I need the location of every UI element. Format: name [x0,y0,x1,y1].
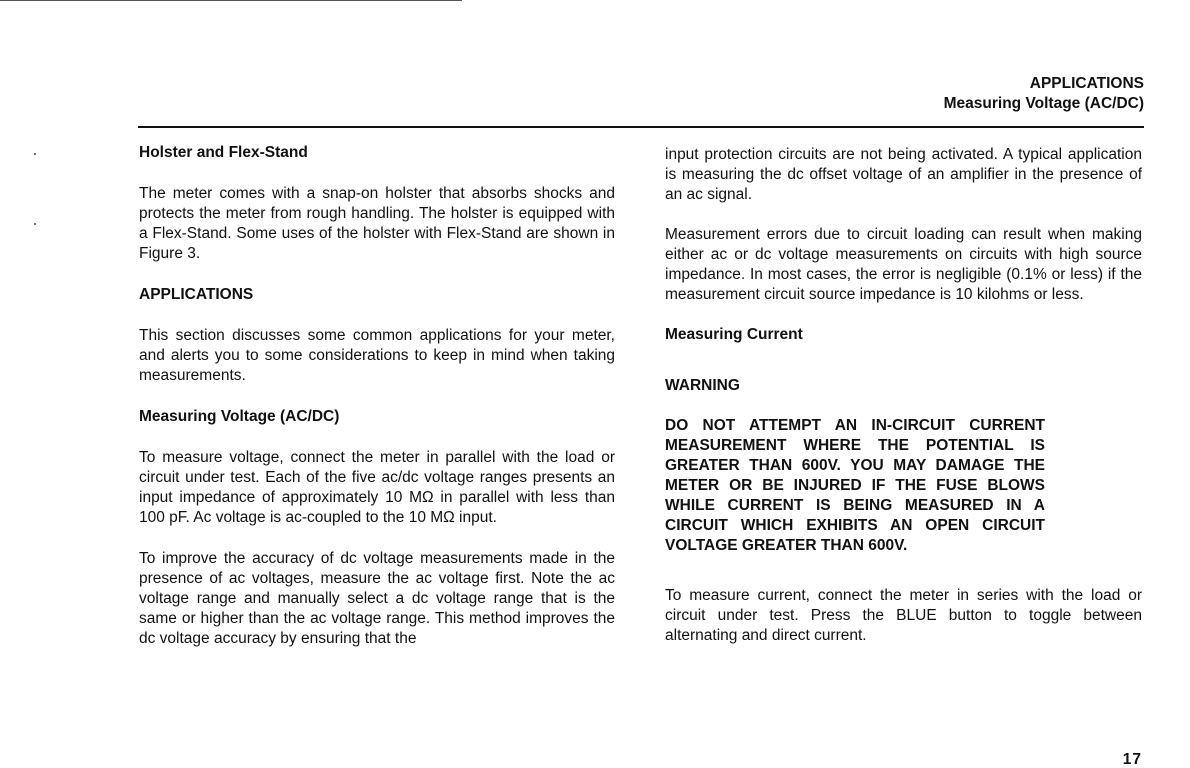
warning-title: WARNING [665,377,740,394]
margin-mark [34,153,36,155]
applications-heading: APPLICATIONS [139,286,254,303]
right-column [665,145,1142,646]
top-edge-line [0,0,462,1]
header-section: APPLICATIONS [1029,75,1144,92]
applications-paragraph: This section discusses some common applications for your meter, and alerts you to some considerations to keep in mind when taking measurements. [139,327,615,384]
running-header [944,74,1144,114]
holster-paragraph: The meter comes with a snap-on holster that absorbs shocks and protects the meter from rough handling. The holster is equipped with a Flex-Stand. Some uses of the holster with Flex-Stand are shown in Figure 3. [139,185,615,262]
current-paragraph: To measure current, connect the meter in series with the load or circuit under test. Press the BLUE button to toggle between alternating and direct current. [665,587,1142,644]
header-rule [138,126,1144,128]
left-column [139,143,615,649]
warning-text: DO NOT ATTEMPT AN IN-CIRCUIT CURRENT MEASUREMENT WHERE THE POTENTIAL IS GREATER THAN 600V. YOU MAY DAMAGE THE METER OR BE INJURED IF THE FUSE BLOWS WHILE CURRENT IS BEING MEASURED IN A CIRCUIT WHICH EXHIBITS AN OPEN CIRCUIT VOLTAGE GREATER THAN 600V. [665,417,1045,554]
voltage-paragraph: To measure voltage, connect the meter in parallel with the load or circuit under test. Each of the five ac/dc voltage ranges presents an input impedance of approximately 10 MΩ in parallel with less than 100 pF. Ac voltage is ac-coupled to the 10 MΩ input. [139,449,615,526]
accuracy-paragraph: To improve the accuracy of dc voltage measurements made in the presence of ac voltages, measure the ac voltage first. Note the ac voltage range and manually select a dc voltage range that is the same or higher than the ac voltage range. This method improves the dc voltage accuracy by ensuring that the [139,550,615,647]
margin-mark [34,223,36,225]
current-heading: Measuring Current [665,326,803,343]
voltage-heading: Measuring Voltage (AC/DC) [139,408,340,425]
holster-heading: Holster and Flex-Stand [139,144,308,161]
errors-paragraph: Measurement errors due to circuit loading can result when making either ac or dc voltage measurements on circuits with high source impedance. In most cases, the error is negligible (0.1% or less) if the measurement circuit source impedance is 10 kilohms or less. [665,226,1142,303]
page-number: 17 [1122,751,1142,768]
header-subsection: Measuring Voltage (AC/DC) [943,95,1144,112]
continued-paragraph: input protection circuits are not being activated. A typical application is measuring the dc offset voltage of an amplifier in the presence of an ac signal. [665,146,1142,203]
